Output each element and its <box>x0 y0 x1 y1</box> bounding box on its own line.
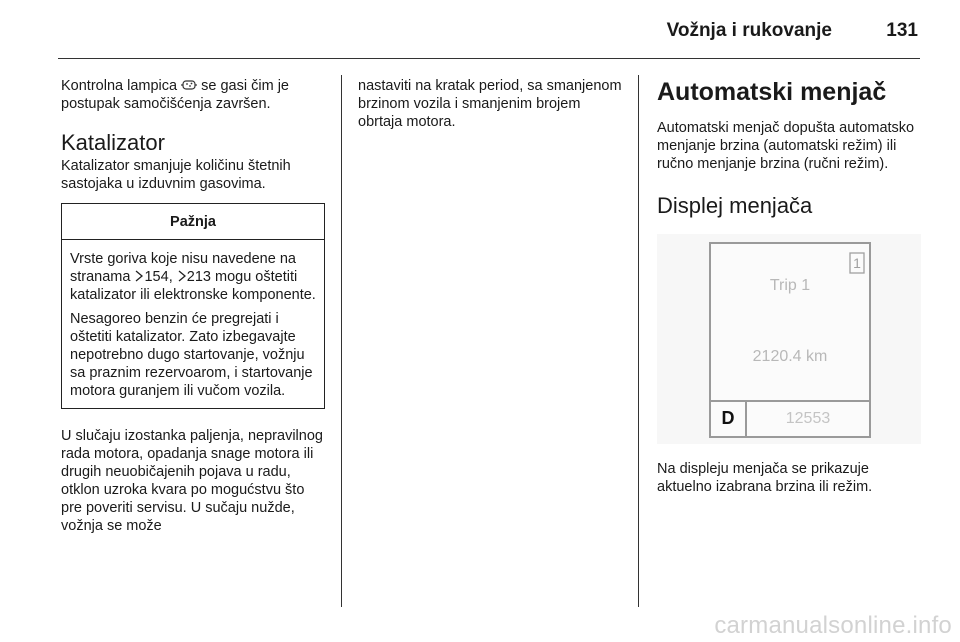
warning-body <box>62 240 324 408</box>
page-reference-213[interactable]: 213 <box>186 269 211 285</box>
warning-text-cont: mogu oštetiti katalizator ili elektronske komponente. <box>70 269 316 303</box>
column-divider-left <box>341 75 342 607</box>
page-indicator-number: 1 <box>853 255 861 271</box>
page-header <box>0 0 960 62</box>
odometer-value: 12553 <box>785 410 831 427</box>
particle-filter-lamp-icon <box>181 78 197 92</box>
warning-paragraph-2: Nesagoreo benzin će pregrejati i oštetiti katalizator. Zato izbegavajte nepotrebno dugo startovanje, vožnju sa praznim rezervoarom, i startovanje motora guranjem ili vučom vozila. <box>70 311 313 399</box>
lcd-separator <box>711 400 869 402</box>
automatic-transmission-paragraph: Automatski menjač dopušta automatsko menjanje brzina (automatski režim) ili ručno menjanje brzina (ručni režim). <box>657 120 915 172</box>
continuation-paragraph: nastaviti na kratak period, sa smanjenom brzinom vozila i smanjenim brojem obrtaja motora. <box>358 78 622 130</box>
transmission-display-figure <box>657 234 921 444</box>
warning-text: Vrste goriva koje nisu navedene na stranama <box>70 251 296 285</box>
warning-box <box>61 203 325 409</box>
gear-indicator: D <box>721 408 735 428</box>
warning-title: Pažnja <box>62 204 324 240</box>
lcd-display <box>709 242 871 438</box>
header-rule <box>58 58 920 59</box>
section-title: Vožnja i rukovanje <box>666 20 832 41</box>
trip-distance: 2120.4 km <box>752 348 828 365</box>
column-1 <box>61 77 325 535</box>
warning-paragraph-1: Vrste goriva koje nisu navedene na stranama 154, 213 mogu oštetiti katalizator ili elektronske komponente. <box>70 251 316 303</box>
watermark: carmanualsonline.info <box>714 612 952 639</box>
automatic-transmission-heading: Automatski menjač <box>657 78 887 106</box>
katalizator-paragraph: Katalizator smanjuje količinu štetnih sastojaka u izduvnim gasovima. <box>61 158 291 192</box>
column-3 <box>657 77 921 496</box>
page-indicator-icon <box>849 252 865 274</box>
display-description-paragraph: Na displeju menjača se prikazuje aktuelno izabrana brzina ili režim. <box>657 461 873 495</box>
intro-paragraph <box>61 77 325 113</box>
trip-label: Trip 1 <box>769 277 811 294</box>
intro-text-start: Kontrolna lampica <box>61 78 178 94</box>
transmission-display-heading: Displej menjača <box>657 193 813 218</box>
intro-text-end: se gasi čim je postupak samočišćenja završen. <box>61 78 289 112</box>
column-divider-right <box>638 75 639 607</box>
katalizator-heading: Katalizator <box>61 130 165 155</box>
page-reference-154[interactable]: 154 <box>144 269 169 285</box>
page-reference-arrow-icon <box>134 270 144 282</box>
page-reference-arrow-icon <box>177 270 187 282</box>
column-2 <box>358 77 622 131</box>
page-number: 131 <box>886 20 918 41</box>
misfire-paragraph: U slučaju izostanka paljenja, nepravilnog rada motora, opadanja snage motora ili drugih neuobičajenih pojava u radu, otklon uzroka kvara po mogućstvu što pre poveriti servisu. U sučaju nužde, vožnja se može <box>61 428 323 534</box>
